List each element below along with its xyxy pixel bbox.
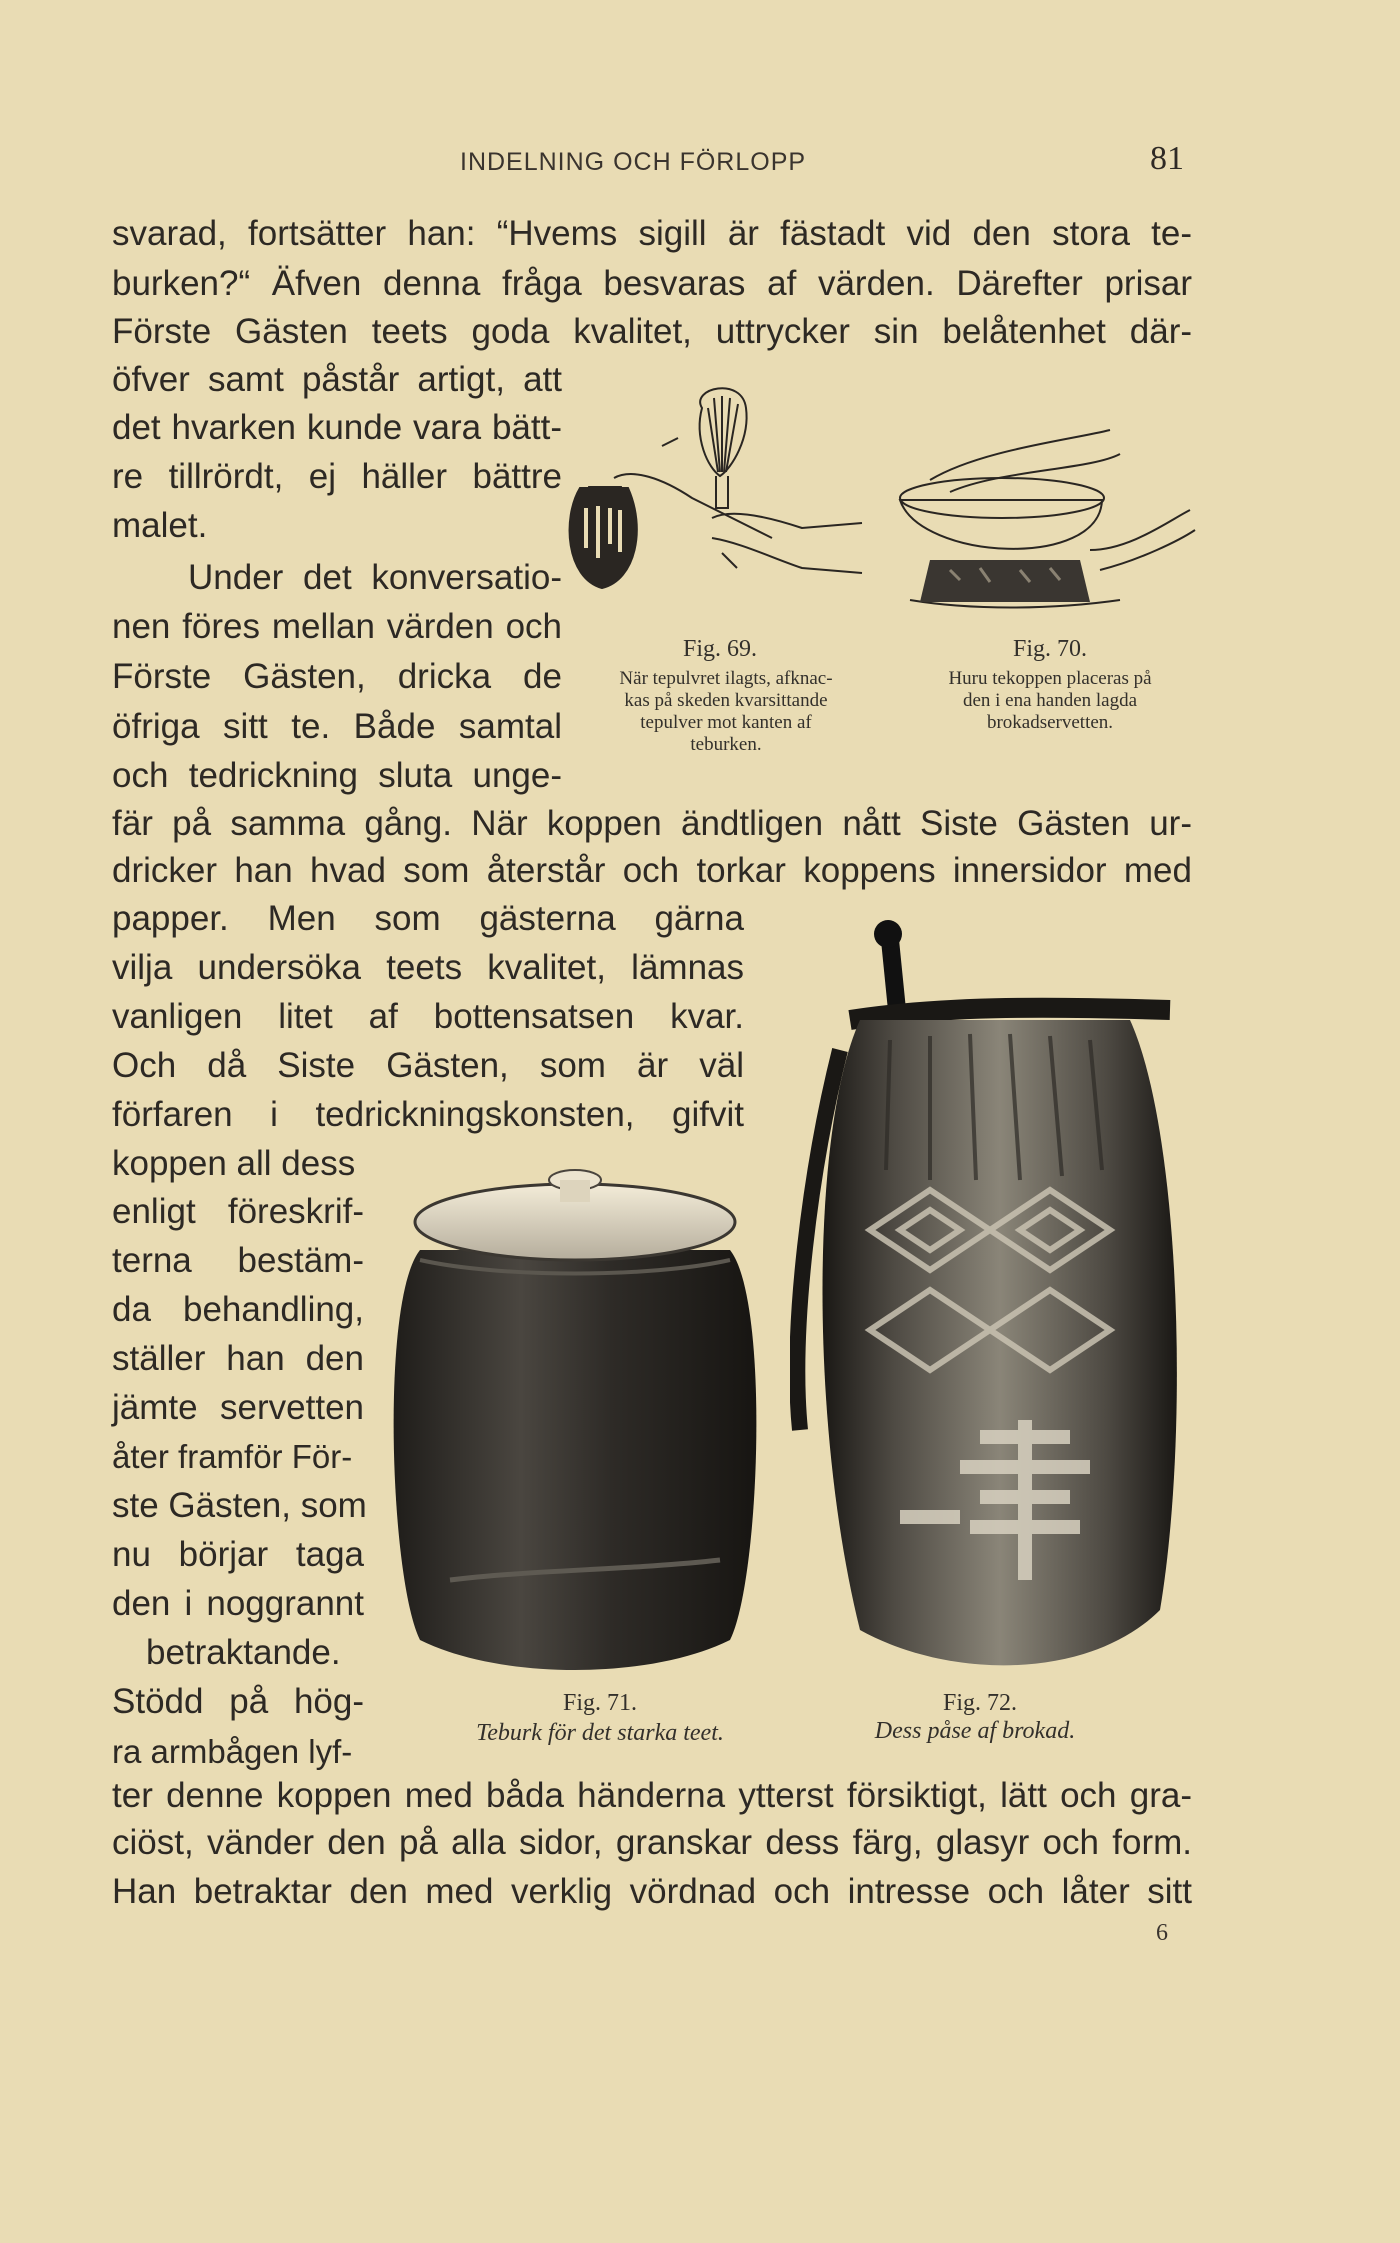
running-header: INDELNING OCH FÖRLOPP: [460, 148, 807, 176]
text-line: betraktande.: [146, 1633, 341, 1672]
text-line: terna bestäm-: [112, 1241, 364, 1280]
fig70-caption-line: Huru tekoppen placeras på: [948, 668, 1152, 689]
fig69-caption-line: När tepulvret ilagts, afknac-: [619, 668, 833, 689]
text-line: öfver samt påstår artigt, att: [112, 360, 562, 399]
fig70-caption-line: brokadservetten.: [986, 712, 1114, 733]
tea-jar-photo: [380, 1160, 770, 1680]
text-line: papper. Men som gästerna gärna: [112, 899, 744, 938]
text-line: svarad, fortsätter han: “Hvems sigill är fästadt vid den stora te-: [112, 214, 1192, 253]
text-line: ställer han den: [112, 1339, 364, 1378]
text-line: nen föres mellan värden och: [112, 607, 562, 646]
text-line: den i noggrannt: [112, 1584, 364, 1623]
text-line: vilja undersöka teets kvalitet, lämnas: [112, 948, 744, 987]
fig69-caption-line: kas på skeden kvarsittande: [624, 690, 828, 711]
fig70-label: Fig. 70.: [1012, 636, 1087, 662]
text-line: vanligen litet af bottensatsen kvar.: [112, 997, 744, 1036]
text-line: nu börjar taga: [112, 1535, 364, 1574]
text-line: malet.: [112, 506, 208, 545]
fig69-caption-line: tepulver mot kanten af: [640, 712, 812, 733]
signature-mark: 6: [1156, 1920, 1168, 1946]
text-line: koppen all dess: [112, 1144, 356, 1183]
text-line: Stödd på hög-: [112, 1682, 364, 1721]
fig69-label: Fig. 69.: [682, 636, 757, 662]
brocade-bag-photo: [790, 910, 1190, 1680]
text-line: fär på samma gång. När koppen ändtligen nått Siste Gästen ur-: [112, 804, 1192, 843]
fig70-caption-line: den i ena handen lagda: [962, 690, 1138, 711]
text-line: burken?“ Äfven denna fråga besvaras af värden. Därefter prisar: [112, 264, 1192, 303]
tea-caddy-whisk-illustration: [562, 368, 882, 618]
text-line: öfriga sitt te. Både samtal: [112, 707, 562, 746]
text-line: da behandling,: [112, 1290, 364, 1329]
text-line: Han betraktar den med verklig vördnad och intresse och låter sitt: [112, 1872, 1192, 1911]
text-line: åter framför För-: [112, 1438, 353, 1475]
text-line: dricker han hvad som återstår och torkar koppens innersidor med: [112, 851, 1192, 890]
fig71-label: Fig. 71.: [562, 1690, 637, 1716]
text-line: och tedrickning sluta unge-: [112, 756, 562, 795]
page-number: 81: [1150, 140, 1184, 177]
fig72-caption: Dess påse af brokad.: [874, 1718, 1076, 1744]
text-line: Förste Gästen teets goda kvalitet, uttrycker sin belåtenhet där-: [112, 312, 1192, 351]
fig71-caption: Teburk för det starka teet.: [476, 1720, 724, 1746]
fig72-label: Fig. 72.: [942, 1690, 1017, 1716]
text-line: Under det konversatio-: [188, 558, 562, 597]
text-line: förfaren i tedrickningskonsten, gifvit: [112, 1095, 744, 1134]
tea-bowl-napkin-illustration: [890, 410, 1200, 640]
text-line: det hvarken kunde vara bätt-: [112, 408, 562, 447]
text-line: re tillrördt, ej häller bättre: [112, 457, 562, 496]
text-line: ra armbågen lyf-: [112, 1733, 353, 1770]
fig69-caption-line: teburken.: [690, 734, 762, 755]
text-line: ciöst, vänder den på alla sidor, granskar dess färg, glasyr och form.: [112, 1823, 1192, 1862]
text-line: Förste Gästen, dricka de: [112, 657, 562, 696]
text-line: enligt föreskrif-: [112, 1192, 364, 1231]
text-line: Och då Siste Gästen, som är väl: [112, 1046, 744, 1085]
text-line: jämte servetten: [112, 1388, 364, 1427]
text-line: ter denne koppen med båda händerna ytterst försiktigt, lätt och gra-: [112, 1776, 1192, 1815]
text-line: ste Gästen, som: [112, 1486, 367, 1525]
